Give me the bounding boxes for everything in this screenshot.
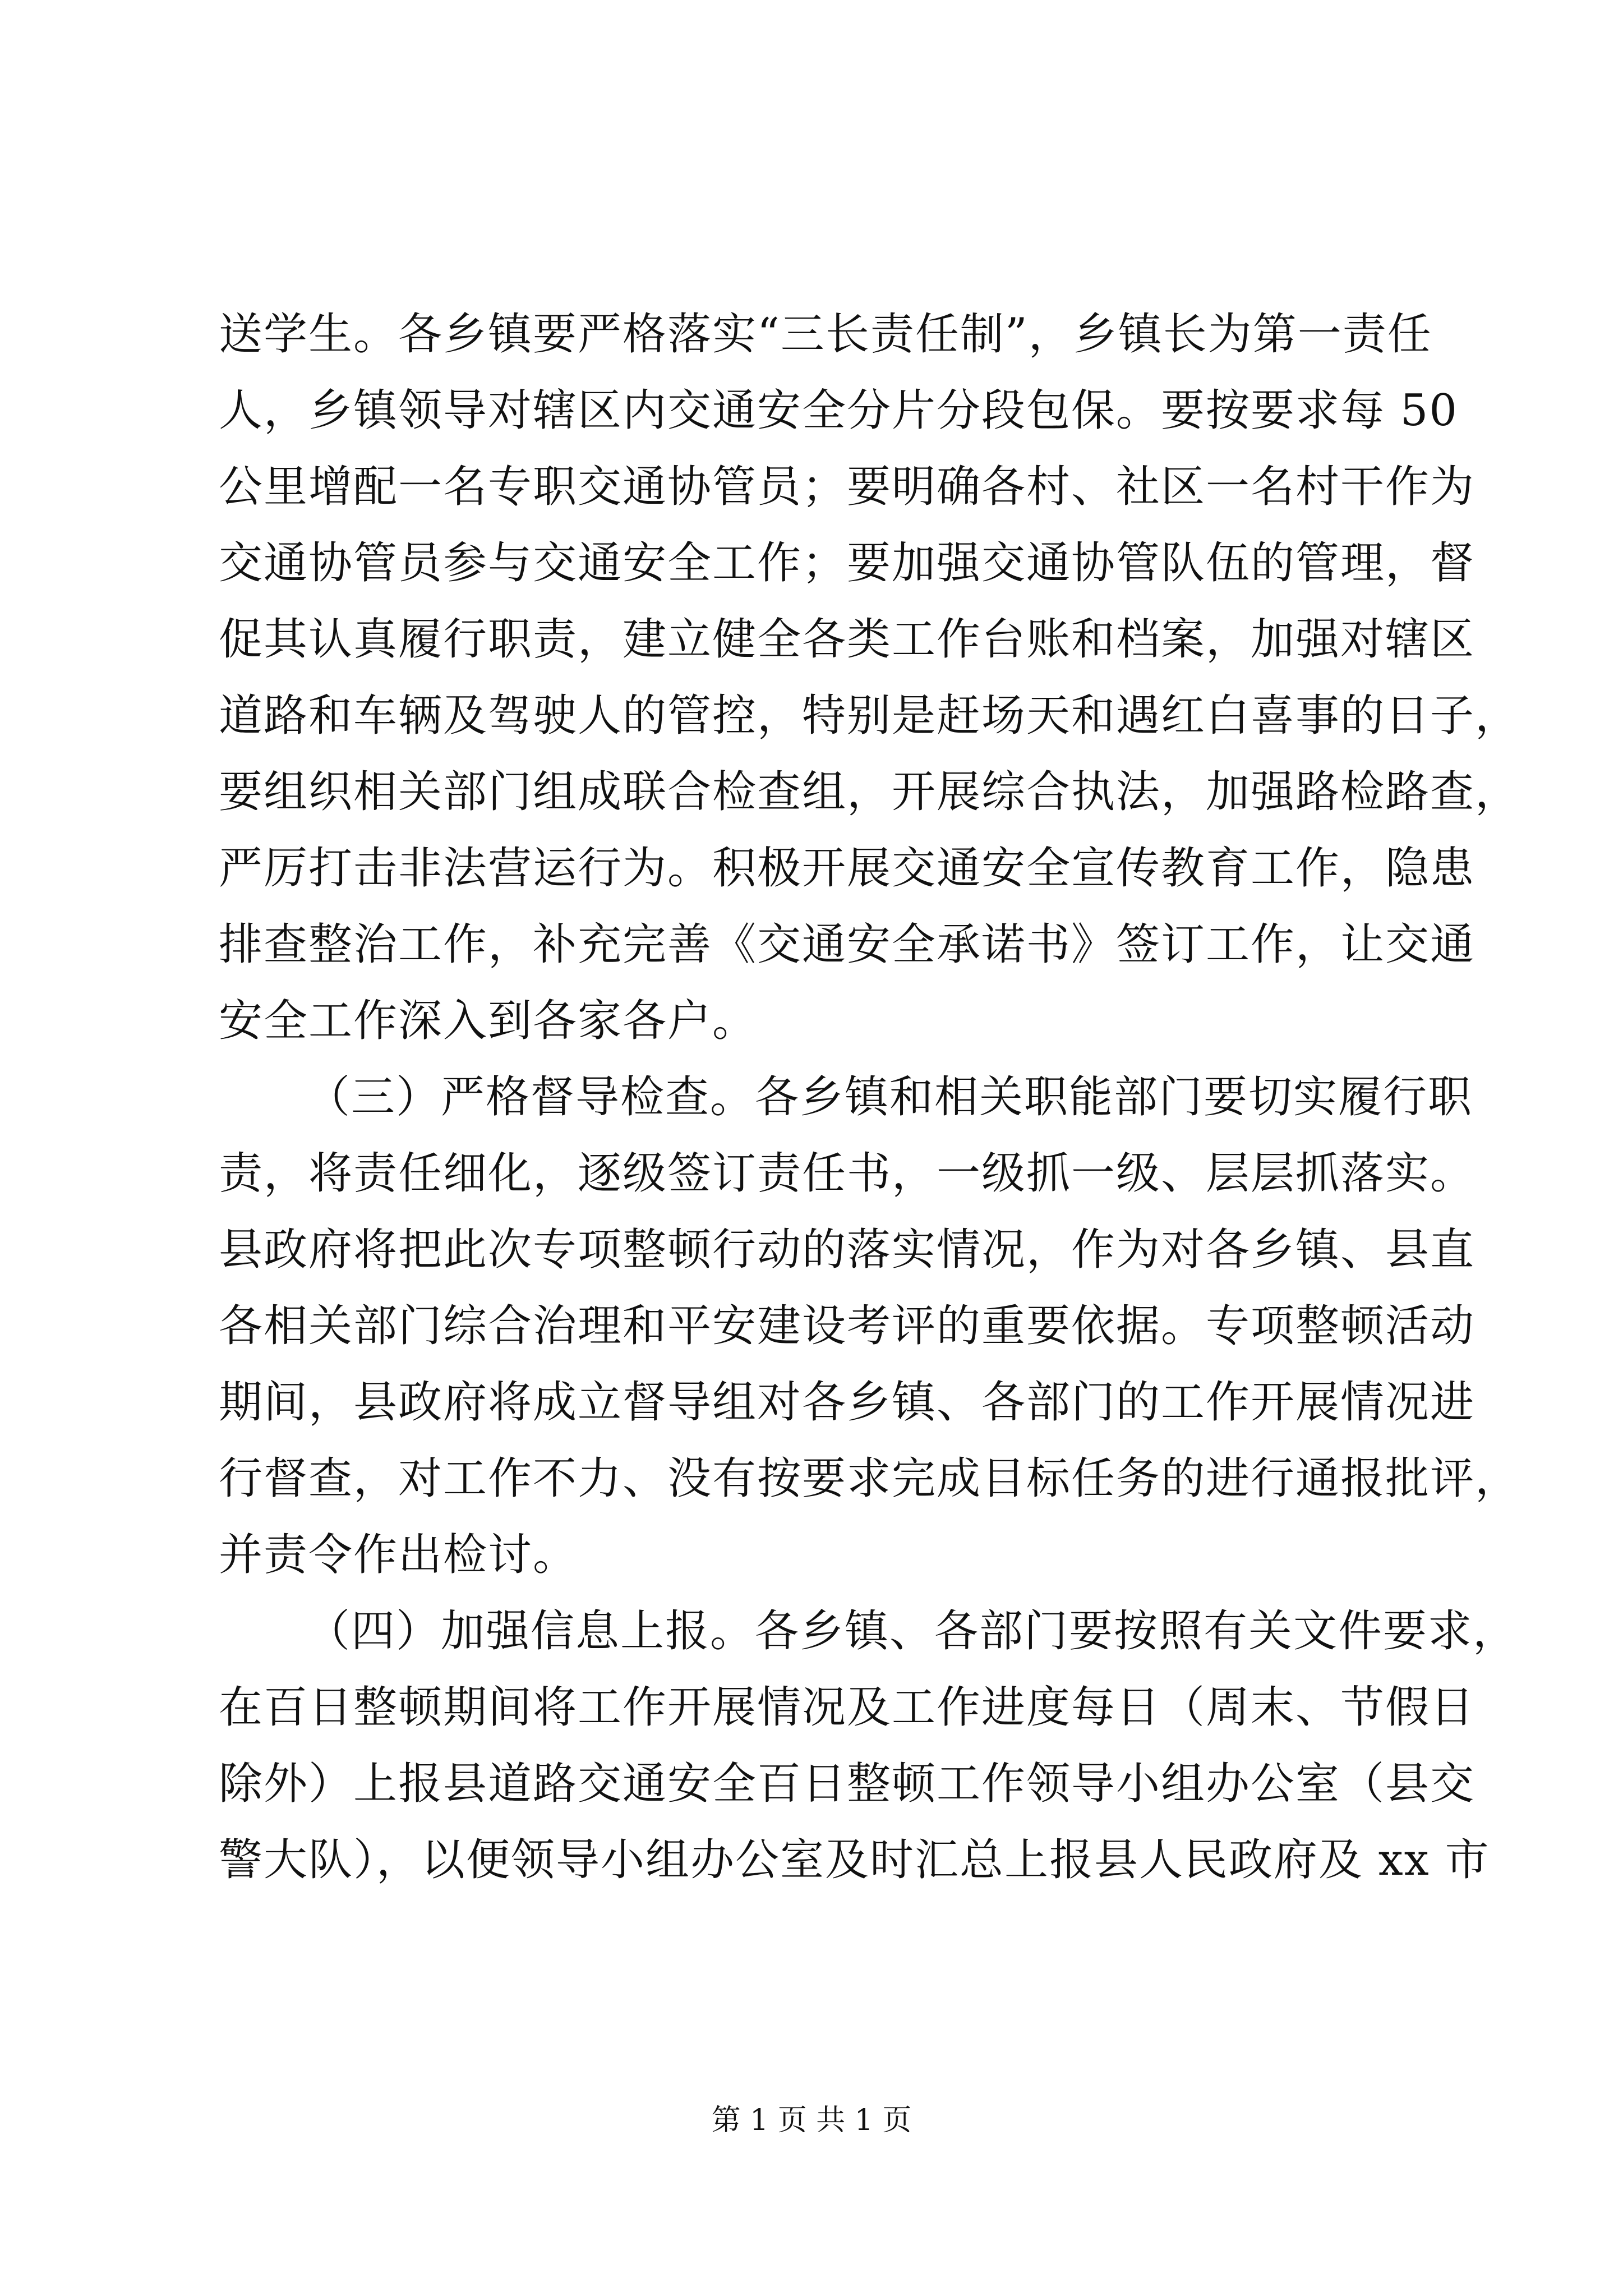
text-line: 各相关部门综合治理和平安建设考评的重要依据。专项整顿活动 bbox=[219, 1301, 1476, 1351]
text-line: 送学生。各乡镇要严格落实“三长责任制”，乡镇长为第一责任 bbox=[219, 309, 1432, 360]
text-line: 县政府将把此次专项整顿行动的落实情况，作为对各乡镇、县直 bbox=[219, 1225, 1476, 1275]
text-line: 道路和车辆及驾驶人的管控，特别是赶场天和遇红白喜事的日子， bbox=[219, 691, 1520, 741]
text-line: 排查整治工作，补充完善《交通安全承诺书》签订工作，让交通 bbox=[219, 919, 1476, 970]
paragraph-last-line: 并责令作出检讨。 bbox=[219, 1530, 578, 1580]
text-line: 促其认真履行职责，建立健全各类工作台账和档案，加强对辖区 bbox=[219, 614, 1476, 665]
text-line: 要组织相关部门组成联合检查组，开展综合执法，加强路检路查， bbox=[219, 767, 1520, 817]
text-line: 公里增配一名专职交通协管员；要明确各村、社区一名村干作为 bbox=[219, 462, 1476, 512]
page-number-footer: 第 1 页 共 1 页 bbox=[711, 2104, 912, 2137]
text-line: 严厉打击非法营运行为。积极开展交通安全宣传教育工作，隐患 bbox=[219, 843, 1476, 894]
text-line: 责，将责任细化，逐级签订责任书，一级抓一级、层层抓落实。 bbox=[219, 1148, 1476, 1199]
text-line: 人，乡镇领导对辖区内交通安全分片分段包保。要按要求每 50 bbox=[219, 385, 1459, 436]
text-line: 除外）上报县道路交通安全百日整顿工作领导小组办公室（县交 bbox=[219, 1759, 1476, 1809]
text-line: 警大队），以便领导小组办公室及时汇总上报县人民政府及 xx 市 bbox=[219, 1835, 1490, 1885]
paragraph-heading-line: （四）加强信息上报。各乡镇、各部门要按照有关文件要求， bbox=[306, 1606, 1518, 1657]
text-line: 行督查，对工作不力、没有按要求完成目标任务的进行通报批评， bbox=[219, 1453, 1520, 1504]
text-line: 期间，县政府将成立督导组对各乡镇、各部门的工作开展情况进 bbox=[219, 1377, 1476, 1428]
text-line: 交通协管员参与交通安全工作；要加强交通协管队伍的管理，督 bbox=[219, 538, 1476, 588]
paragraph-heading-line: （三）严格督导检查。各乡镇和相关职能部门要切实履行职 bbox=[306, 1072, 1473, 1122]
body-text bbox=[219, 296, 1520, 1898]
paragraph-last-line: 安全工作深入到各家各户。 bbox=[219, 996, 758, 1046]
text-line: 在百日整顿期间将工作开展情况及工作进度每日（周末、节假日 bbox=[219, 1682, 1476, 1733]
